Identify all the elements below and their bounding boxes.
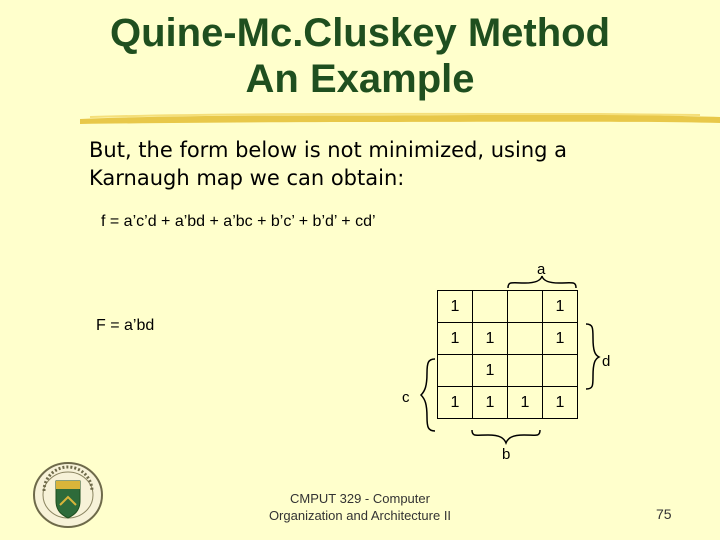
kmap-cell: 1 — [543, 323, 578, 355]
kmap-cell: 1 — [438, 291, 473, 323]
kmap-cell: 1 — [438, 387, 473, 419]
slide-title-line2: An Example — [245, 57, 475, 101]
minimized-function: F = a’bd — [96, 317, 155, 334]
university-crest-icon — [32, 461, 104, 529]
kmap-cell: 1 — [508, 387, 543, 419]
var-label-b: b — [502, 446, 511, 463]
kmap-cell: 1 — [473, 387, 508, 419]
footer-line1: CMPUT 329 - Computer — [290, 491, 430, 506]
footer-course — [240, 490, 480, 524]
boolean-function: f = a’c’d + a’bd + a’bc + b’c’ + b’d’ + cd’ — [101, 213, 376, 230]
kmap-cell: 1 — [543, 387, 578, 419]
brace-c — [421, 359, 435, 431]
kmap-cell: 1 — [473, 355, 508, 387]
kmap-cell: 1 — [473, 323, 508, 355]
body-paragraph: But, the form below is not minimized, using a Karnaugh map we can obtain: — [89, 138, 567, 190]
footer-line2: Organization and Architecture II — [268, 508, 452, 523]
var-label-a: a — [537, 261, 546, 278]
brace-d — [586, 324, 599, 389]
var-label-d: d — [602, 353, 611, 370]
slide-title-line1: Quine-Mc.Cluskey Method — [109, 11, 611, 55]
page-number: 75 — [656, 506, 672, 522]
kmap-cell: 1 — [438, 323, 473, 355]
kmap-cell: 1 — [543, 291, 578, 323]
brace-b — [472, 430, 540, 443]
var-label-c: c — [402, 389, 410, 406]
